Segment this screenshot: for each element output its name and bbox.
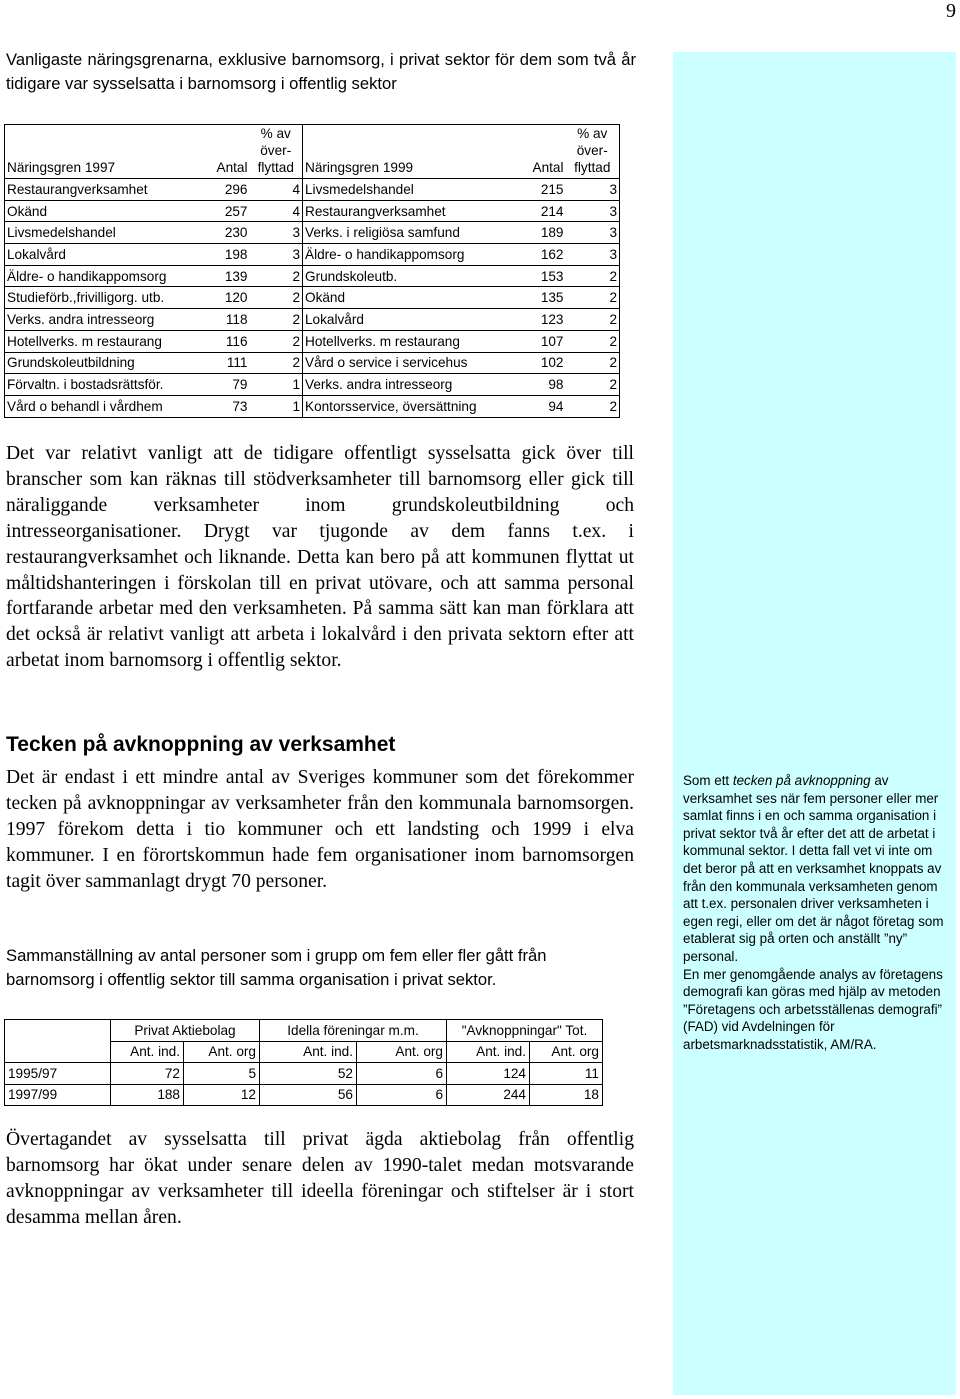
share-1999-cell: 2 — [566, 395, 620, 417]
share-1999-cell: 3 — [566, 222, 620, 244]
count-1999-cell: 123 — [499, 309, 566, 331]
sidebar-panel — [673, 52, 956, 1395]
share-1997-cell: 1 — [250, 374, 303, 396]
share-1997-cell: 3 — [250, 244, 303, 266]
header-industry-1999: Näringsgren 1999 — [303, 125, 499, 179]
industry-1999-cell: Grundskoleutb. — [303, 265, 499, 287]
count-1999-cell: 215 — [499, 179, 566, 201]
table1-row — [5, 352, 620, 374]
header-count-1997: Antal — [198, 125, 250, 179]
industry-1999-cell: Verks. i religiösa samfund — [303, 222, 499, 244]
value-cell: 56 — [260, 1084, 357, 1106]
header-share-1999: % av över- flyttad — [566, 125, 620, 179]
subheader: Ant. ind. — [260, 1041, 357, 1063]
table1-row — [5, 395, 620, 417]
count-1997-cell: 79 — [198, 374, 250, 396]
table2-corner-lower — [5, 1041, 111, 1063]
industry-1999-cell: Äldre- o handikappomsorg — [303, 244, 499, 266]
industry-1997-cell: Hotellverks. m restaurang — [5, 330, 198, 352]
industry-1999-cell: Restaurangverksamhet — [303, 200, 499, 222]
subheader: Ant. org — [184, 1041, 260, 1063]
table1-row — [5, 309, 620, 331]
industry-table — [4, 124, 620, 418]
share-1999-cell: 2 — [566, 330, 620, 352]
share-1997-cell: 4 — [250, 179, 303, 201]
share-1999-cell: 2 — [566, 309, 620, 331]
header-industry-1997: Näringsgren 1997 — [5, 125, 198, 179]
sidebar-intro: Som ett — [683, 773, 733, 788]
industry-1999-cell: Vård o service i servicehus — [303, 352, 499, 374]
table1-row — [5, 244, 620, 266]
share-1999-cell: 2 — [566, 265, 620, 287]
sidebar-note — [683, 772, 948, 1054]
table1-caption: Vanligaste näringsgrenarna, exklusive barnomsorg, i privat sektor för dem som två år tidigare var sysselsatta i barnomsorg i offentlig sektor — [6, 50, 636, 93]
count-1999-cell: 153 — [499, 265, 566, 287]
count-1999-cell: 102 — [499, 352, 566, 374]
period-label: 1995/97 — [5, 1063, 111, 1085]
paragraph-2: Det är endast i ett mindre antal av Sveriges kommuner som det förekommer tecken på avknoppningar av verksamheter från den kommunala barnomsorgen. 1997 förekom detta i tio kommuner och ett landsting och 1999 i elva kommuner. I en förortskommun hade fem organisationer inom barnomsorgen tagit över sammanlagt drygt 70 personer. — [6, 767, 634, 892]
count-1997-cell: 116 — [198, 330, 250, 352]
share-1997-cell: 3 — [250, 222, 303, 244]
table1-row — [5, 287, 620, 309]
count-1997-cell: 118 — [198, 309, 250, 331]
value-cell: 11 — [530, 1063, 603, 1085]
count-1999-cell: 107 — [499, 330, 566, 352]
share-1999-cell: 2 — [566, 287, 620, 309]
share-1997-cell: 2 — [250, 309, 303, 331]
value-cell: 52 — [260, 1063, 357, 1085]
value-cell: 124 — [447, 1063, 530, 1085]
industry-1999-cell: Kontorsservice, översättning — [303, 395, 499, 417]
industry-1999-cell: Lokalvård — [303, 309, 499, 331]
count-1997-cell: 257 — [198, 200, 250, 222]
share-1997-cell: 4 — [250, 200, 303, 222]
subheader: Ant. org — [357, 1041, 447, 1063]
sidebar-term: tecken på avknoppning — [732, 773, 871, 788]
count-1997-cell: 198 — [198, 244, 250, 266]
industry-1997-cell: Grundskoleutbildning — [5, 352, 198, 374]
value-cell: 5 — [184, 1063, 260, 1085]
table1-row — [5, 222, 620, 244]
count-1997-cell: 73 — [198, 395, 250, 417]
count-1999-cell: 135 — [499, 287, 566, 309]
count-1999-cell: 162 — [499, 244, 566, 266]
value-cell: 12 — [184, 1084, 260, 1106]
share-1999-cell: 3 — [566, 244, 620, 266]
group-private-ab: Privat Aktiebolag — [111, 1020, 260, 1042]
share-1997-cell: 1 — [250, 395, 303, 417]
share-1997-cell: 2 — [250, 287, 303, 309]
sidebar-text-2: En mer genomgående analys av företagens demografi kan göras med hjälp av metoden ”Företagens och arbetsställenas demografi” (FAD) vid Avdelningen för arbetsmarknadsstatistik, AM/RA. — [683, 966, 943, 1052]
share-1999-cell: 3 — [566, 200, 620, 222]
paragraph-1: Det var relativt vanligt att de tidigare offentligt sysselsatta gick över till branscher som kan räknas till stödverksamheter till barnomsorg eller gick till näraliggande verksamheter inom grundskoleutbildning och intresseorganisationer. Drygt var tjugonde av dem fanns t.ex. i restaurangverksamhet och liknande. Detta kan bero på att kommunen flyttat ut måltidshanteringen i förskolan till en privat utövare, och att samma personal fortfarande arbetar med den verksamheten. På samma sätt kan man förklara att det också är relativt vanligt att arbeta i lokalvård i den privata sektorn efter att arbetat inom barnomsorg i offentlig sektor. — [6, 443, 634, 672]
value-cell: 6 — [357, 1063, 447, 1085]
sidebar-text-1: av verksamhet ses när fem personer eller mer samlat finns i en och samma organisation i privat sektor två år efter det att de arbetat i kommunal sektor. I detta fall vet vi inte om det beror på att en verksamhet knoppats av från den kommunala verksamheten genom att t.ex. personalen driver verksamheten i egen regi, eller om det är något företag som etablerat sig på orten och anställt ”ny” personal. — [683, 773, 944, 964]
industry-1997-cell: Förvaltn. i bostadsrättsför. — [5, 374, 198, 396]
industry-1997-cell: Livsmedelshandel — [5, 222, 198, 244]
count-1999-cell: 214 — [499, 200, 566, 222]
table2-subheader-row — [5, 1041, 603, 1063]
industry-1997-cell: Okänd — [5, 200, 198, 222]
subheader: Ant. org — [530, 1041, 603, 1063]
paragraph-3: Övertagandet av sysselsatta till privat ägda aktiebolag från offentlig barnomsorg har ökat under senare delen av 1990-talet medan motsvarande avknoppningar av verksamheter till ideella föreningar och stiftelser är i stort desamma mellan åren. — [6, 1129, 634, 1228]
industry-1999-cell: Okänd — [303, 287, 499, 309]
table1-row — [5, 330, 620, 352]
industry-1997-cell: Studieförb.,frivilligorg. utb. — [5, 287, 198, 309]
count-1997-cell: 139 — [198, 265, 250, 287]
share-1997-cell: 2 — [250, 330, 303, 352]
table1-row — [5, 265, 620, 287]
header-share-1997: % av över- flyttad — [250, 125, 303, 179]
share-1999-cell: 2 — [566, 374, 620, 396]
subheader: Ant. ind. — [447, 1041, 530, 1063]
table2-row — [5, 1084, 603, 1106]
count-1999-cell: 189 — [499, 222, 566, 244]
industry-1999-cell: Livsmedelshandel — [303, 179, 499, 201]
share-1997-cell: 2 — [250, 265, 303, 287]
value-cell: 18 — [530, 1084, 603, 1106]
count-1997-cell: 230 — [198, 222, 250, 244]
table1-row — [5, 200, 620, 222]
table2-corner — [5, 1020, 111, 1042]
group-ideella: Idella föreningar m.m. — [260, 1020, 447, 1042]
share-1999-cell: 2 — [566, 352, 620, 374]
table2-group-row — [5, 1020, 603, 1042]
count-1997-cell: 296 — [198, 179, 250, 201]
subheader: Ant. ind. — [111, 1041, 184, 1063]
count-1997-cell: 111 — [198, 352, 250, 374]
share-1997-cell: 2 — [250, 352, 303, 374]
value-cell: 244 — [447, 1084, 530, 1106]
period-label: 1997/99 — [5, 1084, 111, 1106]
page-number: 9 — [946, 0, 956, 22]
table1-row — [5, 179, 620, 201]
count-1999-cell: 94 — [499, 395, 566, 417]
industry-1999-cell: Hotellverks. m restaurang — [303, 330, 499, 352]
value-cell: 72 — [111, 1063, 184, 1085]
industry-1999-cell: Verks. andra intresseorg — [303, 374, 499, 396]
industry-1997-cell: Restaurangverksamhet — [5, 179, 198, 201]
table2-row — [5, 1063, 603, 1085]
table2-caption: Sammanställning av antal personer som i grupp om fem eller fler gått från barnomsorg i offentlig sektor till samma organisation i privat sektor. — [6, 946, 547, 989]
spinoff-table — [4, 1019, 603, 1106]
count-1999-cell: 98 — [499, 374, 566, 396]
section-heading: Tecken på avknoppning av verksamhet — [6, 733, 396, 756]
table1-header-row — [5, 125, 620, 179]
value-cell: 6 — [357, 1084, 447, 1106]
table1-row — [5, 374, 620, 396]
industry-1997-cell: Vård o behandl i vårdhem — [5, 395, 198, 417]
industry-1997-cell: Äldre- o handikappomsorg — [5, 265, 198, 287]
group-avknoppningar-total: "Avknoppningar" Tot. — [447, 1020, 603, 1042]
count-1997-cell: 120 — [198, 287, 250, 309]
industry-1997-cell: Verks. andra intresseorg — [5, 309, 198, 331]
industry-1997-cell: Lokalvård — [5, 244, 198, 266]
header-count-1999: Antal — [499, 125, 566, 179]
value-cell: 188 — [111, 1084, 184, 1106]
share-1999-cell: 3 — [566, 179, 620, 201]
